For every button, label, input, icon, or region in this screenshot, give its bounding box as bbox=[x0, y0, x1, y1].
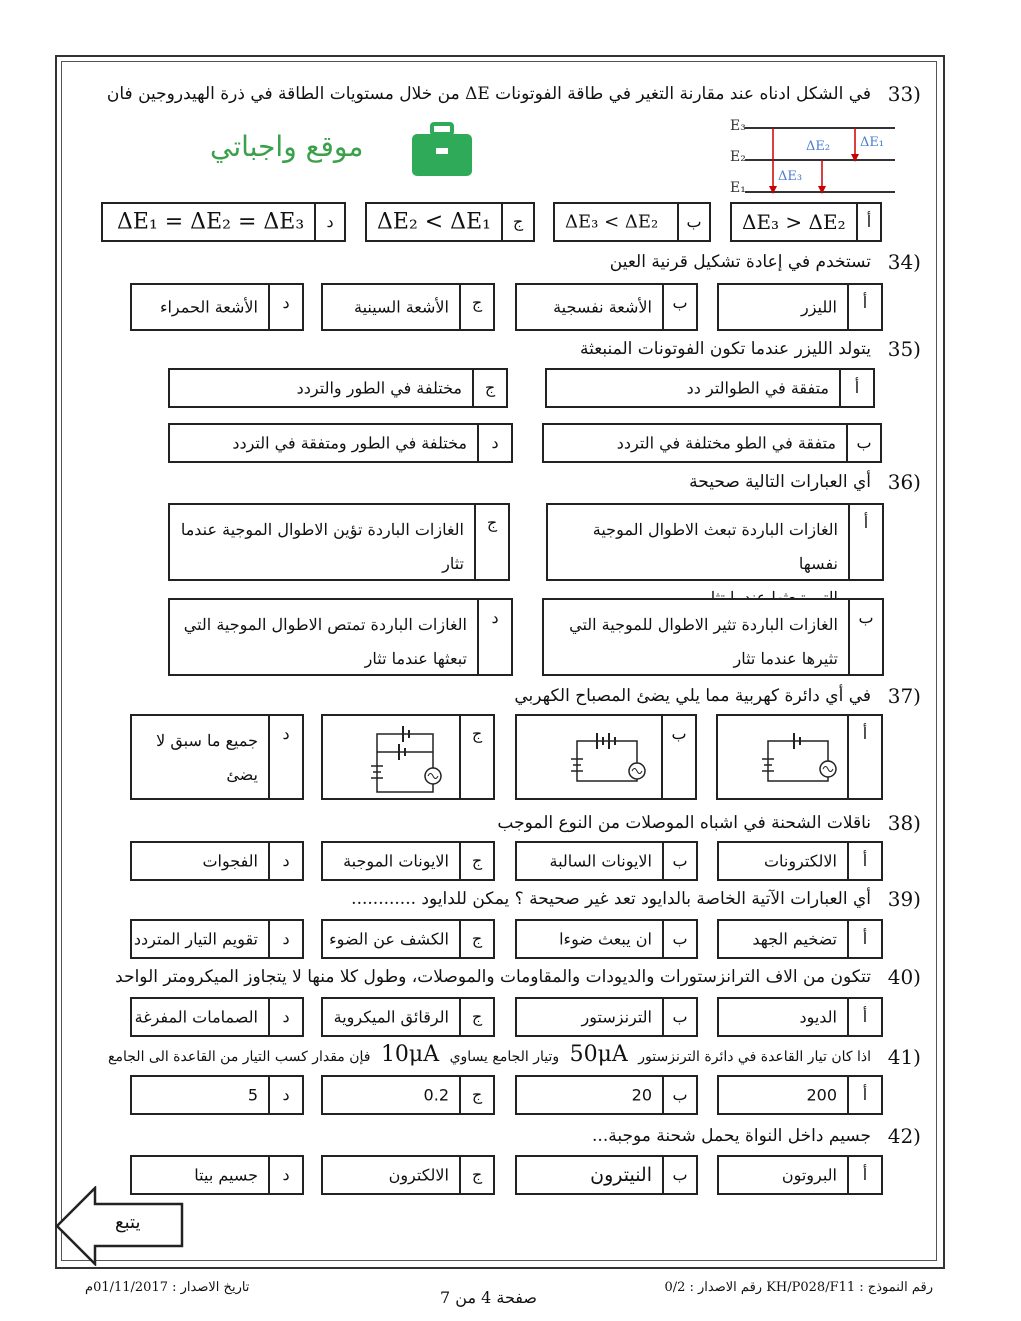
option-text: مختلفة في الطور ومتفقة في التردد bbox=[232, 433, 467, 453]
option-text: متفقة في الطوالتر دد bbox=[686, 378, 829, 398]
q37-number: 37) bbox=[887, 684, 921, 708]
delta-e2-label: ΔE₂ bbox=[806, 139, 831, 154]
option-text: الغازات الباردة تؤين الاطوال الموجية عندما تثار bbox=[180, 520, 464, 573]
issue-date: تاريخ الاصدار : 01/11/2017م bbox=[85, 1280, 250, 1295]
option-letter: ج bbox=[459, 1157, 493, 1193]
option-letter: ج bbox=[459, 285, 493, 329]
option-text: الكشف عن الضوء bbox=[329, 929, 449, 949]
option-text: الايونات السالبة bbox=[549, 851, 652, 871]
option-letter: د bbox=[268, 716, 302, 798]
option-letter: ج bbox=[459, 716, 493, 798]
q33-option-c[interactable] bbox=[365, 202, 535, 242]
option-letter: د bbox=[268, 1157, 302, 1193]
option-text: الغازات الباردة تثير الاطوال للموجية التي تثيرها عندما تثار bbox=[569, 615, 838, 668]
option-letter: د bbox=[314, 204, 344, 240]
q40-option-a[interactable] bbox=[717, 997, 883, 1037]
option-letter: ج bbox=[501, 204, 533, 240]
q36-number: 36) bbox=[887, 470, 921, 494]
q37-option-b[interactable] bbox=[515, 714, 697, 800]
q33-option-d[interactable] bbox=[101, 202, 346, 242]
q38-option-c[interactable] bbox=[321, 841, 495, 881]
option-letter: أ bbox=[847, 285, 881, 329]
q34-option-b[interactable] bbox=[515, 283, 698, 331]
option-text: الالكترونات bbox=[763, 851, 837, 871]
option-letter: أ bbox=[847, 843, 881, 879]
option-letter: أ bbox=[848, 505, 882, 579]
q40-option-d[interactable] bbox=[130, 997, 304, 1037]
option-text: الأشعة السينية bbox=[353, 297, 449, 317]
option-letter: د bbox=[268, 285, 302, 329]
option-letter: ج bbox=[472, 370, 506, 406]
q41-text: اذا كان تيار القاعدة في دائرة الترنزستور 50μA وتيار الجامع يساوي 10μA فإن مقدار كسب التيار من القاعدة الى الجامع bbox=[108, 1042, 871, 1067]
q36-text: أي العبارات التالية صحيحة bbox=[689, 472, 871, 492]
q33-option-a[interactable] bbox=[730, 202, 882, 242]
q37-text: في أي دائرة كهربية مما يلي يضئ المصباح الكهربي bbox=[514, 686, 871, 706]
q34-option-a[interactable] bbox=[717, 283, 883, 331]
option-text: مختلفة في الطور والتردد bbox=[296, 378, 462, 398]
option-text: الغازات الباردة تمتص الاطوال الموجية التي تبعثها عندما تثار bbox=[183, 615, 467, 668]
q36-option-b[interactable] bbox=[542, 598, 884, 676]
briefcase-icon bbox=[410, 122, 474, 178]
option-letter: د bbox=[268, 1077, 302, 1113]
option-letter: د bbox=[268, 921, 302, 957]
delta-e1-label: ΔE₁ bbox=[860, 135, 885, 150]
q35-text: يتولد الليزر عندما تكون الفوتونات المنبعثة bbox=[579, 339, 871, 359]
q37-option-a[interactable] bbox=[716, 714, 883, 800]
q39-option-b[interactable] bbox=[515, 919, 698, 959]
q34-option-c[interactable] bbox=[321, 283, 495, 331]
option-text: الأشعة نفسجية bbox=[553, 297, 652, 317]
option-letter: د bbox=[477, 600, 511, 674]
option-text: البروتون bbox=[781, 1165, 837, 1185]
circuit-diagram-c bbox=[363, 720, 443, 798]
option-text: ΔE₃ > ΔE₂ bbox=[742, 210, 846, 234]
q41-option-b[interactable] bbox=[515, 1075, 698, 1115]
level-e1: E₁ bbox=[730, 180, 746, 196]
option-letter: أ bbox=[847, 999, 881, 1035]
circuit-diagram-b bbox=[567, 731, 647, 791]
option-letter: ج bbox=[459, 999, 493, 1035]
q42-number: 42) bbox=[887, 1124, 921, 1148]
q33-text: في الشكل ادناه عند مقارنة التغير في طاقة الفوتونات ΔE من خلال مستويات الطاقة في ذرة الهيدروجين فان bbox=[106, 84, 871, 104]
q38-text: ناقلات الشحنة في اشباه الموصلات من النوع الموجب bbox=[497, 813, 871, 833]
q35-number: 35) bbox=[887, 337, 921, 361]
q41-option-d[interactable] bbox=[130, 1075, 304, 1115]
q34-option-d[interactable] bbox=[130, 283, 304, 331]
option-letter: أ bbox=[847, 921, 881, 957]
option-text: الصمامات المفرغة bbox=[134, 1007, 258, 1027]
option-text: تضخيم الجهد bbox=[752, 929, 837, 949]
option-letter: د bbox=[268, 843, 302, 879]
q42-option-a[interactable] bbox=[717, 1155, 883, 1195]
q35-option-b[interactable] bbox=[542, 423, 882, 463]
option-text: جسيم بيتا bbox=[194, 1165, 258, 1185]
level-e2: E₂ bbox=[730, 149, 746, 165]
option-text: 200 bbox=[806, 1085, 837, 1105]
q34-number: 34) bbox=[887, 250, 921, 274]
q37-option-d[interactable] bbox=[130, 714, 304, 800]
option-letter: أ bbox=[847, 1157, 881, 1193]
q36-option-c[interactable] bbox=[168, 503, 510, 581]
q41-number: 41) bbox=[887, 1045, 921, 1069]
option-text: 20 bbox=[631, 1085, 652, 1105]
option-text: ان يبعث ضوءا bbox=[559, 929, 652, 949]
level-e3: E₃ bbox=[730, 118, 746, 134]
q37-option-c[interactable] bbox=[321, 714, 495, 800]
option-letter: د bbox=[268, 999, 302, 1035]
option-text: ΔE₁ = ΔE₂ = ΔE₃ bbox=[117, 209, 305, 235]
delta-e3-label: ΔE₃ bbox=[778, 169, 803, 184]
q42-option-c[interactable] bbox=[321, 1155, 495, 1195]
q39-option-c[interactable] bbox=[321, 919, 495, 959]
q36-option-a[interactable] bbox=[546, 503, 884, 581]
logo-text: موقع واجباتي bbox=[210, 130, 364, 163]
q40-number: 40) bbox=[887, 965, 921, 989]
next-page-arrow[interactable] bbox=[55, 1186, 185, 1266]
option-text: النيترون bbox=[590, 1164, 652, 1186]
option-text: ΔE₃ < ΔE₂ bbox=[565, 211, 659, 233]
circuit-diagram-a bbox=[758, 731, 838, 791]
q38-option-b[interactable] bbox=[515, 841, 698, 881]
q42-text: جسيم داخل النواة يحمل شحنة موجبة... bbox=[592, 1126, 871, 1146]
q41-option-a[interactable] bbox=[717, 1075, 883, 1115]
form-number: رقم النموذج : KH/P028/F11 رقم الاصدار : 0/2 bbox=[664, 1280, 933, 1295]
option-text: الأشعة الحمراء bbox=[159, 297, 258, 317]
option-letter: د bbox=[477, 425, 511, 461]
q38-option-d[interactable] bbox=[130, 841, 304, 881]
option-letter: ب bbox=[662, 285, 696, 329]
q39-text: أي العبارات الآتية الخاصة بالدايود تعد غير صحيحة ؟ يمكن للدايود ............ bbox=[351, 889, 871, 909]
option-text: جميع ما سبق لا يضئ bbox=[156, 731, 258, 784]
option-text: الليزر bbox=[801, 297, 837, 317]
option-letter: ب bbox=[846, 425, 880, 461]
option-text: الالكترون bbox=[388, 1165, 449, 1185]
option-text: الغازات الباردة تبعث الاطوال الموجية نفسها bbox=[592, 520, 838, 573]
q35-option-d[interactable] bbox=[168, 423, 513, 463]
option-letter: ب bbox=[662, 1077, 696, 1113]
option-letter: أ bbox=[847, 716, 881, 798]
q36-option-d[interactable] bbox=[168, 598, 513, 676]
q33-option-b[interactable] bbox=[553, 202, 711, 242]
q40-option-c[interactable] bbox=[321, 997, 495, 1037]
q40-text: تتكون من الاف الترانزستورات والديودات والمقاومات والموصلات، وطول كلا منها لا يتجاوز الميكرومتر الواحد bbox=[115, 967, 871, 987]
energy-level-diagram bbox=[725, 114, 900, 206]
q39-number: 39) bbox=[887, 887, 921, 911]
logo bbox=[210, 122, 475, 178]
option-letter: أ bbox=[856, 204, 880, 240]
option-text: الفجوات bbox=[202, 851, 258, 871]
option-letter: ج bbox=[474, 505, 508, 579]
option-letter: ب bbox=[662, 843, 696, 879]
q34-text: تستخدم في إعادة تشكيل قرنية العين bbox=[609, 252, 871, 272]
option-text: 5 bbox=[247, 1085, 258, 1105]
page-number: صفحة 4 من 7 bbox=[440, 1288, 537, 1307]
option-letter: أ bbox=[847, 1077, 881, 1113]
option-text: الايونات الموجبة bbox=[343, 851, 449, 871]
option-letter: ب bbox=[662, 1157, 696, 1193]
q35-option-a[interactable] bbox=[545, 368, 875, 408]
option-text: الترنزستور bbox=[581, 1007, 652, 1027]
q40-option-b[interactable] bbox=[515, 997, 698, 1037]
q41-option-c[interactable] bbox=[321, 1075, 495, 1115]
option-letter: ب bbox=[662, 999, 696, 1035]
option-text: الرقائق الميكروية bbox=[333, 1007, 449, 1027]
option-text: متفقة في الطو مختلفة في التردد bbox=[616, 433, 836, 453]
option-letter: ب bbox=[662, 921, 696, 957]
q39-option-d[interactable] bbox=[130, 919, 304, 959]
option-letter: ج bbox=[459, 843, 493, 879]
option-letter: ج bbox=[459, 1077, 493, 1113]
q38-number: 38) bbox=[887, 811, 921, 835]
option-text: تقويم التيار المتردد bbox=[133, 929, 258, 949]
q38-option-a[interactable] bbox=[717, 841, 883, 881]
option-text: الديود bbox=[799, 1007, 837, 1027]
option-text: 0.2 bbox=[423, 1085, 449, 1105]
option-letter: أ bbox=[839, 370, 873, 406]
q42-option-b[interactable] bbox=[515, 1155, 698, 1195]
option-text: ΔE₂ < ΔE₁ bbox=[377, 209, 491, 235]
option-letter: ب bbox=[661, 716, 695, 798]
q39-option-a[interactable] bbox=[717, 919, 883, 959]
q33-number: 33) bbox=[887, 82, 921, 106]
option-letter: ب bbox=[848, 600, 882, 674]
option-letter: ب bbox=[677, 204, 709, 240]
next-label: يتبع bbox=[115, 1212, 141, 1233]
option-letter: ج bbox=[459, 921, 493, 957]
q35-option-c[interactable] bbox=[168, 368, 508, 408]
